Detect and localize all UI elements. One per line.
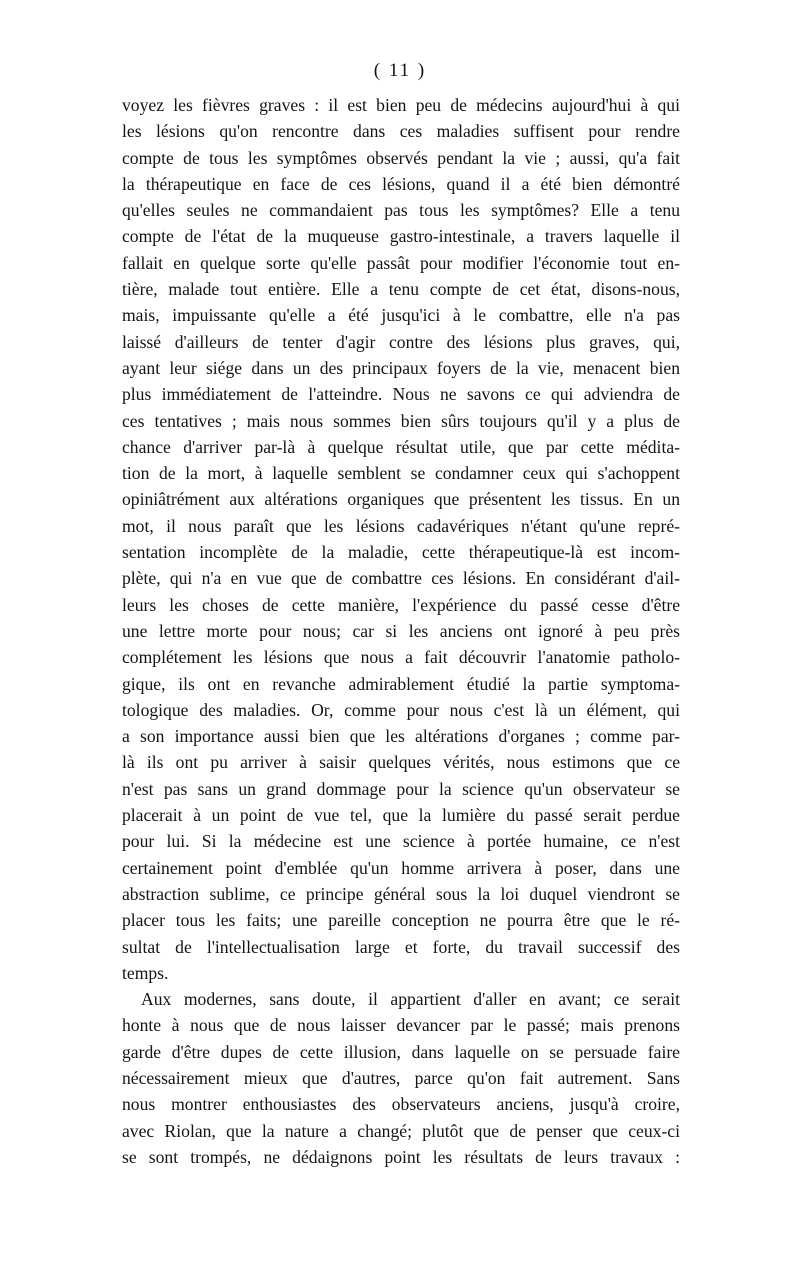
text-line: mot, il nous paraît que les lésions cadavériques n'étant qu'une repré- xyxy=(122,515,680,536)
text-line: compte de l'état de la muqueuse gastro-intestinale, a travers laquelle il xyxy=(122,226,680,247)
text-line: placer tous les faits; une pareille conception ne pourra être que le ré- xyxy=(122,910,680,931)
text-line: pour lui. Si la médecine est une science à portée humaine, ce n'est xyxy=(122,831,680,852)
text-line: les lésions qu'on rencontre dans ces maladies suffisent pour rendre xyxy=(122,121,680,142)
text-line: nécessairement mieux que d'autres, parce qu'on fait autrement. Sans xyxy=(122,1067,680,1088)
text-line: avec Riolan, que la nature a changé; plutôt que de penser que ceux-ci xyxy=(122,1120,680,1141)
text-line: temps. xyxy=(122,962,169,983)
text-line: ayant leur siége dans un des principaux foyers de la vie, menacent bien xyxy=(122,357,680,378)
text-line: sultat de l'intellectualisation large et forte, du travail successif des xyxy=(122,936,680,957)
text-line: leurs les choses de cette manière, l'expérience du passé cesse d'être xyxy=(122,594,680,615)
text-line: ces tentatives ; mais nous sommes bien sûrs toujours qu'il y a plus de xyxy=(122,410,680,431)
text-line: a son importance aussi bien que les altérations d'organes ; comme par- xyxy=(122,726,680,747)
text-line: certainement point d'emblée qu'un homme arrivera à poser, dans une xyxy=(122,857,680,878)
text-line: placerait à un point de vue tel, que la lumière du passé serait perdue xyxy=(122,805,680,826)
text-line: tion de la mort, à laquelle semblent se condamner ceux qui s'achoppent xyxy=(122,463,680,484)
text-line: chance d'arriver par-là à quelque résultat utile, que par cette médita- xyxy=(122,436,680,457)
text-line: opiniâtrément aux altérations organiques que présentent les tissus. En un xyxy=(122,489,680,510)
text-line: laissé d'ailleurs de tenter d'agir contre des lésions plus graves, qui, xyxy=(122,331,680,352)
text-line: sentation incomplète de la maladie, cette thérapeutique-là est incom- xyxy=(122,542,680,563)
text-line: garde d'être dupes de cette illusion, dans laquelle on se persuade faire xyxy=(122,1041,680,1062)
text-line: tière, malade tout entière. Elle a tenu compte de cet état, disons-nous, xyxy=(122,279,680,300)
text-line: tologique des maladies. Or, comme pour nous c'est là un élément, qui xyxy=(122,699,680,720)
text-line: voyez les fièvres graves : il est bien peu de médecins aujourd'hui à qui xyxy=(122,95,680,115)
text-line: compte de tous les symptômes observés pendant la vie ; aussi, qu'a fait xyxy=(122,147,680,168)
text-line: Aux modernes, sans doute, il appartient d'aller en avant; ce serait xyxy=(141,989,680,1010)
paragraph xyxy=(122,986,680,1170)
text-line: complétement les lésions que nous a fait découvrir l'anatomie patholo- xyxy=(122,647,680,668)
text-line: nous montrer enthousiastes des observateurs anciens, jusqu'à croire, xyxy=(122,1094,680,1115)
text-line: mais, impuissante qu'elle a été jusqu'ici à le combattre, elle n'a pas xyxy=(122,305,680,326)
text-line: la thérapeutique en face de ces lésions, quand il a été bien démontré xyxy=(122,173,680,194)
text-line: se sont trompés, ne dédaignons point les résultats de leurs travaux : xyxy=(122,1146,680,1167)
text-line: plus immédiatement de l'atteindre. Nous ne savons ce qui adviendra de xyxy=(122,384,680,405)
text-line: là ils ont pu arriver à saisir quelques vérités, nous estimons que ce xyxy=(122,752,680,773)
text-line: abstraction sublime, ce principe général sous la loi duquel viendront se xyxy=(122,883,680,904)
paragraph xyxy=(122,92,680,986)
text-line: honte à nous que de nous laisser devancer par le passé; mais prenons xyxy=(122,1015,680,1036)
text-line: n'est pas sans un grand dommage pour la science qu'un observateur se xyxy=(122,778,680,799)
text-line: plète, qui n'a en vue que de combattre ces lésions. En considérant d'ail- xyxy=(122,568,680,589)
page-number: ( 11 ) xyxy=(373,60,427,81)
text-line: qu'elles seules ne commandaient pas tous les symptômes? Elle a tenu xyxy=(122,200,680,221)
text-line: gique, ils ont en revanche admirablement étudié la partie symptoma- xyxy=(122,673,680,694)
text-line: une lettre morte pour nous; car si les anciens ont ignoré à peu près xyxy=(122,620,680,641)
body-text xyxy=(122,92,680,1170)
text-line: fallait en quelque sorte qu'elle passât pour modifier l'économie tout en- xyxy=(122,252,680,273)
